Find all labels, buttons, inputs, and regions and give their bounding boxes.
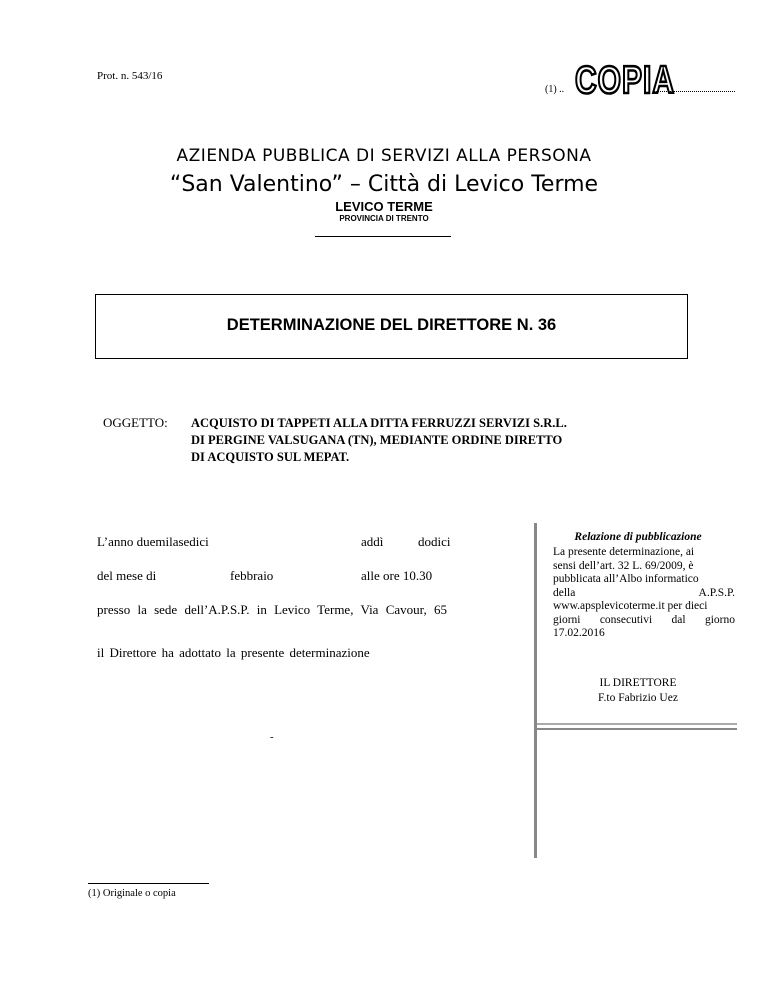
dash-mark: - xyxy=(270,731,274,743)
copy-stamp: COPIA xyxy=(575,59,676,103)
header-divider xyxy=(315,236,451,237)
organization-province: PROVINCIA DI TRENTO xyxy=(339,214,429,223)
publication-line: www.apsplevicoterme.it per dieci xyxy=(553,600,708,612)
copy-indicator xyxy=(545,59,735,103)
publication-line: 17.02.2016 xyxy=(553,627,605,639)
month-value: febbraio xyxy=(230,568,274,583)
organization-city: LEVICO TERME xyxy=(335,199,433,214)
organization-subtitle: “San Valentino” – Città di Levico Terme xyxy=(169,172,599,197)
time-value: alle ore 10.30 xyxy=(361,568,433,583)
signature-block xyxy=(541,676,735,706)
subject-line: ACQUISTO DI TAPPETI ALLA DITTA FERRUZZI SERVIZI S.R.L. xyxy=(191,416,567,430)
subject-line: DI ACQUISTO SUL MEPAT. xyxy=(191,450,350,464)
copy-dotted-line xyxy=(653,91,735,92)
organization-name xyxy=(0,142,768,166)
publication-divider-top xyxy=(537,723,737,725)
publication-line: sensi dell’art. 32 L. 69/2009, è xyxy=(553,559,694,572)
subject-text xyxy=(191,415,681,466)
subject-line: DI PERGINE VALSUGANA (TN), MEDIANTE ORDINE DIRETTO xyxy=(191,433,563,447)
protocol-number: Prot. n. 543/16 xyxy=(97,70,163,82)
footnote-divider xyxy=(88,883,209,884)
publication-title: Relazione di pubblicazione xyxy=(574,531,702,543)
determination-title: DETERMINAZIONE DEL DIRETTORE N. 36 xyxy=(226,316,557,334)
publication-line: La presente determinazione, ai xyxy=(553,546,695,558)
subject-label: OGGETTO: xyxy=(103,415,168,430)
addi-label: addì xyxy=(361,534,384,549)
organization-name-text: AZIENDA PUBBLICA DI SERVIZI ALLA PERSONA xyxy=(176,146,592,166)
publication-line: della A.P.S.P. xyxy=(553,586,735,599)
publication-line: pubblicata all’Albo informatico xyxy=(553,573,699,585)
location-text: presso la sede dell’A.P.S.P. in Levico Terme, Via Cavour, 65 xyxy=(97,602,447,617)
year-label: L’anno duemilasedici xyxy=(97,534,209,549)
determination-box xyxy=(95,294,688,359)
publication-text xyxy=(553,546,735,641)
footnote: (1) Originale o copia xyxy=(88,888,176,899)
publication-divider-bottom xyxy=(537,728,737,730)
publication-vertical-border xyxy=(534,523,537,858)
director-statement: il Direttore ha adottato la presente determinazione xyxy=(97,645,370,660)
copy-indicator-prefix: (1) .. xyxy=(545,84,565,95)
day-value: dodici xyxy=(418,534,451,549)
signer-role: IL DIRETTORE xyxy=(599,677,677,689)
publication-line: giorni consecutivi dal giorno xyxy=(553,613,735,626)
month-label: del mese di xyxy=(97,568,157,583)
signer-name: F.to Fabrizio Uez xyxy=(598,692,678,704)
